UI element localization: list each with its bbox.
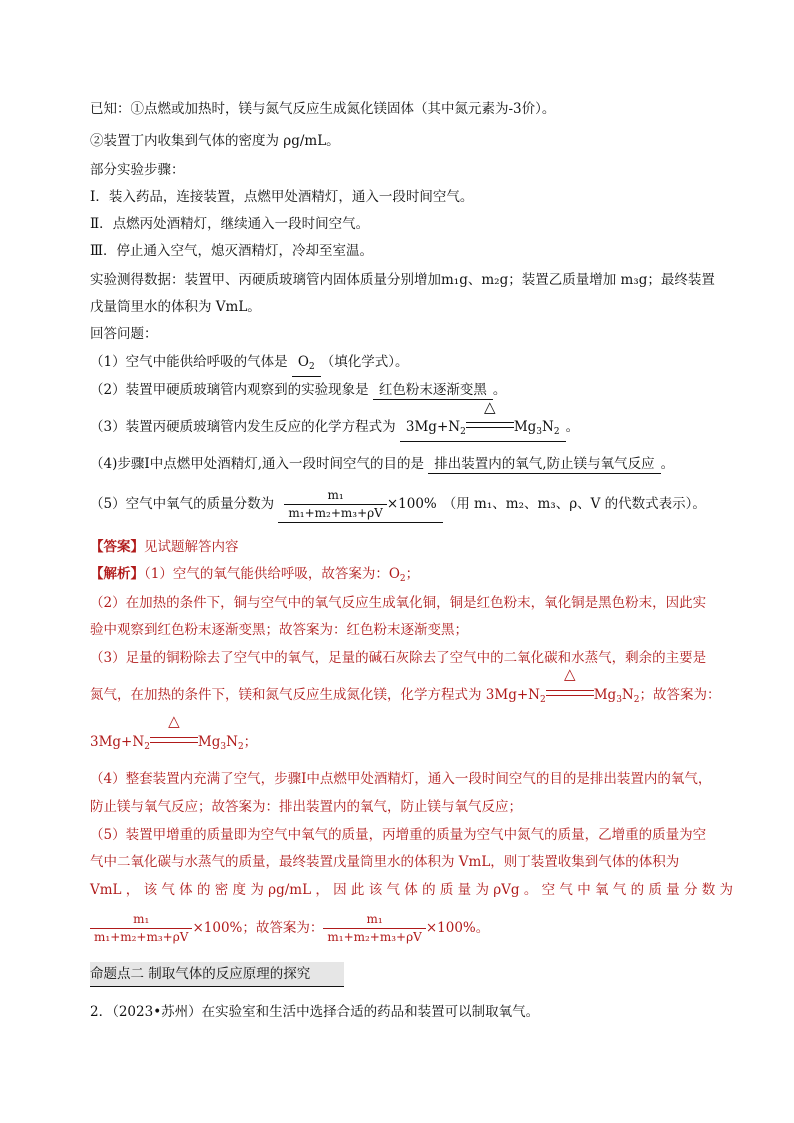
answer-blank-1: $O_2$ [292,353,321,377]
next-question: 2．（2023•苏州）在实验室和生活中选择合适的药品和装置可以制取氧气。 [90,1004,540,1020]
question-2: （2）装置甲硬质玻璃管内观察到的实验现象是 红色粉末逐渐变黑 。 [90,382,507,398]
equation: $3Mg+N_2$ △ $Mg_3N_2$ [90,712,244,752]
data-line-1: 实验测得数据：装置甲、丙硬质玻璃管内固体质量分别增加m₁g、m₂g；装置乙质量增加 m₃g；最终装置 [90,272,715,288]
fraction: $\frac{\text{m₁}}{\text{m₁+m₂+m₃+ρV}}$ [284,487,386,522]
data-line-2: 戊量筒里水的体积为 VmL。 [90,299,261,315]
section-title: 命题点二 制取气体的反应原理的探究 [90,962,344,987]
question-3: （3）装置丙硬质玻璃管内发生反应的化学方程式为 $3Mg+N_2$ △ $Mg_3N_2$ 。 [90,417,579,442]
answer-blank-2: 红色粉末逐渐变黑 [373,381,493,400]
analysis-p5b: 气中二氧化碳与水蒸气的质量，最终装置戊量筒里水的体积为 VmL，则丁装置收集到气体的体积为 [90,854,680,870]
analysis-p5a: （5）装置甲增重的质量即为空气中氧气的质量，丙增重的质量为空气中氮气的质量，乙增重的质量为空 [90,827,707,843]
analysis-p5d: $\frac{\text{m₁}}{\text{m₁+m₂+m₃+ρV}}$ ×100%；故答案为： $\frac{\text{m₁}}{\text{m₁+m₂+m₃+ρV}}$ ×100%。 [90,910,489,946]
analysis-p3a: （3）足量的铜粉除去了空气中的氧气，足量的碱石灰除去了空气中的二氧化碳和水蒸气，剩余的主要是 [90,650,707,666]
analysis-p3c: $3Mg+N_2$ △ $Mg_3N_2$； [90,712,258,752]
answer-blank-5: $\frac{\text{m₁}}{\text{m₁+m₂+m₃+ρV}}$ ×100% [278,486,442,523]
analysis-tag: 【解析】 [90,566,144,582]
step-3: Ⅲ．停止通入空气，熄灭酒精灯，冷却至室温。 [90,243,374,259]
step-1: Ⅰ．装入药品，连接装置，点燃甲处酒精灯，通入一段时间空气。 [90,189,474,205]
question-5: （5）空气中氧气的质量分数为 $\frac{\text{m₁}}{\text{m₁+m₂+m₃+ρV}}$ ×100% （用 m₁、m₂、m₃、ρ、V 的代数式表示）。 [90,486,706,523]
answer-prompt: 回答问题： [90,326,158,342]
analysis-p4b: 防止镁与氧气反应；故答案为：排出装置内的氧气，防止镁与氧气反应； [90,799,522,815]
fraction: $\frac{\text{m₁}}{\text{m₁+m₂+m₃+ρV}}$ [323,911,425,946]
fraction: $\frac{\text{m₁}}{\text{m₁+m₂+m₃+ρV}}$ [90,911,192,946]
analysis-p5c: VmL ， 该 气 体 的 密 度 为 ρg/mL ， 因 此 该 气 体 的 质 量 为 ρVg 。 空 气 中 氧 气 的 质 量 分 数 为 [90,882,734,898]
known-line-1: 已知：①点燃或加热时，镁与氮气反应生成氮化镁固体（其中氮元素为-3价）。 [90,101,556,117]
analysis-p1: 【解析】（1）空气的氧气能供给呼吸，故答案为：$O_2$； [90,566,420,584]
equation: $3Mg+N_2$ △ $Mg_3N_2$ [405,398,560,437]
question-1: （1）空气中能供给呼吸的气体是 $O_2$ （填化学式）。 [90,352,408,377]
answer-tag: 【答案】 [90,539,144,555]
equation: $3Mg+N_2$ △ $Mg_3N_2$ [485,665,640,705]
question-4: （4)步骤Ⅰ中点燃甲处酒精灯,通入一段时间空气的目的是 排出装置内的氧气,防止镁与氧气反应 。 [90,456,675,472]
answer-line: 【答案】见试题解答内容 [90,539,239,555]
analysis-p2b: 验中观察到红色粉末逐渐变黑；故答案为：红色粉末逐渐变黑； [90,622,468,638]
known-line-2: ②装置丁内收集到气体的密度为 ρg/mL。 [90,133,340,149]
answer-blank-4: 排出装置内的氧气,防止镁与氧气反应 [428,455,660,474]
answer-blank-3 [400,398,566,442]
analysis-p3b: 氮气，在加热的条件下，镁和氮气反应生成氮化镁，化学方程式为 $3Mg+N_2$ △ $Mg_3N_2$；故答案为： [90,665,721,705]
step-2: Ⅱ．点燃丙处酒精灯，继续通入一段时间空气。 [90,216,370,232]
analysis-p2a: （2）在加热的条件下，铜与空气中的氧气反应生成氧化铜，铜是红色粉末，氧化铜是黑色粉末，因此实 [90,595,707,611]
analysis-p4a: （4）整套装置内充满了空气，步骤Ⅰ中点燃甲处酒精灯，通入一段时间空气的目的是排出装置内的氧气， [90,771,712,787]
steps-title: 部分实验步骤： [90,162,185,178]
